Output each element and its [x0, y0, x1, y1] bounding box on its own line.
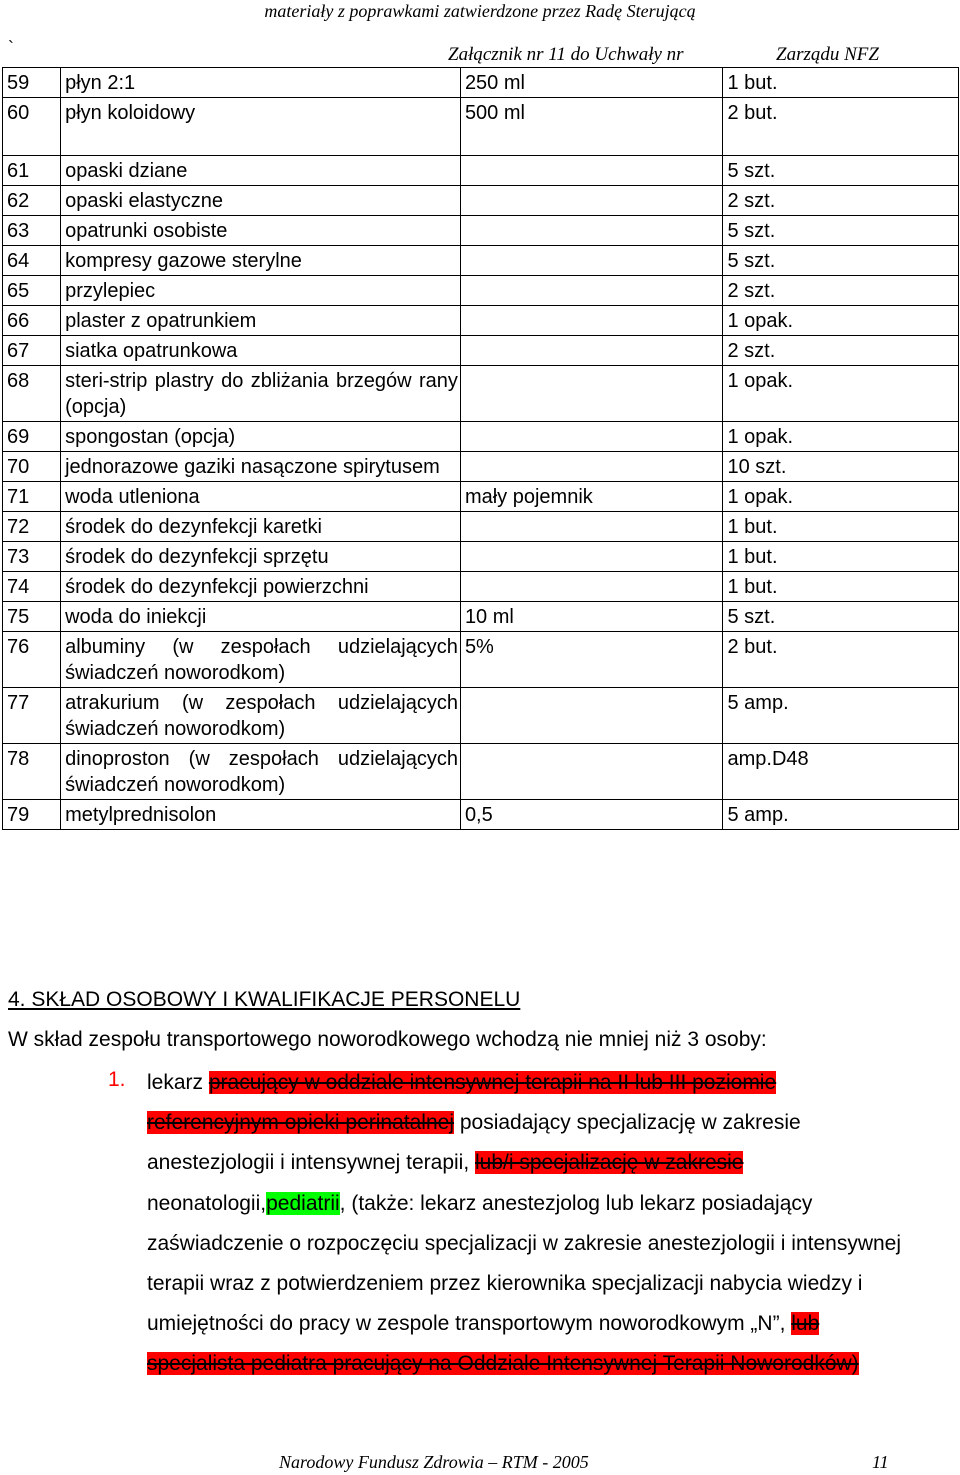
cell-name-text: opatrunki osobiste	[65, 220, 228, 242]
cell-amount-text: 1 opak.	[727, 426, 794, 448]
deleted-text: pracujący w oddziale intensywnej terapii na II lub III poziomie referencyjnym opieki perinatalnej	[147, 1071, 777, 1135]
cell-number	[3, 422, 61, 452]
cell-name-text: plaster z opatrunkiem	[65, 310, 257, 332]
cell-name-text: kompresy gazowe sterylne	[65, 250, 302, 272]
cell-name-text: metylprednisolon	[65, 804, 217, 826]
cell-name	[61, 246, 461, 276]
cell-number	[3, 602, 61, 632]
cell-name	[61, 216, 461, 246]
cell-amount-text: 1 but.	[727, 516, 778, 538]
cell-name-text: płyn koloidowy	[65, 102, 196, 124]
cell-number	[3, 186, 61, 216]
document-header-note: materiały z poprawkami zatwierdzone przez Radę Sterującą	[264, 1, 696, 21]
cell-amount-text: 1 but.	[727, 546, 778, 568]
cell-number	[3, 632, 61, 688]
annex-reference-left: Załącznik nr 11 do Uchwały nr	[448, 44, 684, 65]
section-intro: W skład zespołu transportowego noworodkowego wchodzą nie mniej niż 3 osoby:	[8, 1028, 767, 1051]
cell-name-text: opaski dziane	[65, 160, 188, 182]
cell-quantity	[460, 422, 723, 452]
cell-quantity	[460, 452, 723, 482]
cell-quantity-text: 0,5	[464, 804, 493, 826]
cell-number	[3, 452, 61, 482]
cell-amount-text: 2 szt.	[727, 280, 776, 302]
cell-amount-text: 2 but.	[727, 636, 778, 658]
cell-amount	[723, 800, 959, 830]
cell-amount-text: 1 opak.	[727, 310, 794, 332]
cell-number	[3, 276, 61, 306]
table-row	[3, 366, 959, 422]
cell-quantity	[460, 482, 723, 512]
table-row	[3, 512, 959, 542]
cell-quantity	[460, 632, 723, 688]
cell-name	[61, 800, 461, 830]
list-item-text	[147, 1063, 907, 1385]
cell-number-text: 70	[7, 456, 30, 478]
cell-amount	[723, 452, 959, 482]
deleted-text: lub/i specjalizację w zakresie	[475, 1151, 744, 1175]
cell-quantity	[460, 512, 723, 542]
cell-number-text: 77	[7, 692, 30, 714]
cell-amount-text: 2 szt.	[727, 340, 776, 362]
body-text: , (także: lekarz anestezjolog lub lekarz posiadający zaświadczenie o rozpoczęciu specjalizacji w zakresie anestezjologii i intensywnej terapii wraz z potwierdzeniem przez kierownika specjalizacji nabycia wiedzy i umiejętności do pracy w zespole transportowym noworodkowym „N”,	[147, 1191, 902, 1336]
cell-name	[61, 452, 461, 482]
cell-number-text: 76	[7, 636, 30, 658]
cell-quantity	[460, 216, 723, 246]
cell-quantity	[460, 572, 723, 602]
cell-quantity	[460, 246, 723, 276]
cell-number	[3, 800, 61, 830]
cell-amount	[723, 572, 959, 602]
cell-name-text: środek do dezynfekcji sprzętu	[65, 546, 329, 568]
cell-amount	[723, 216, 959, 246]
cell-quantity-text: 250 ml	[464, 72, 525, 94]
cell-number-text: 60	[7, 102, 30, 124]
cell-number-text: 71	[7, 486, 30, 508]
cell-quantity-text: 5%	[464, 636, 494, 658]
cell-number	[3, 306, 61, 336]
cell-number-text: 62	[7, 190, 30, 212]
cell-amount-text: 1 but.	[727, 72, 778, 94]
cell-amount	[723, 688, 959, 744]
cell-amount	[723, 632, 959, 688]
page-number: 11	[872, 1452, 889, 1472]
annex-reference	[448, 44, 879, 66]
cell-name-text: przylepiec	[65, 280, 156, 302]
section-title: 4. SKŁAD OSOBOWY I KWALIFIKACJE PERSONELU	[8, 988, 521, 1011]
table-row	[3, 68, 959, 98]
cell-name	[61, 542, 461, 572]
cell-amount	[723, 68, 959, 98]
cell-quantity	[460, 602, 723, 632]
cell-number-text: 73	[7, 546, 30, 568]
cell-name-text: środek do dezynfekcji powierzchni	[65, 576, 369, 598]
cell-number	[3, 512, 61, 542]
body-text: posiadający specjalizację w zakresie anestezjologii i intensywnej terapii,	[147, 1111, 801, 1175]
cell-quantity	[460, 68, 723, 98]
cell-amount	[723, 156, 959, 186]
table-row	[3, 246, 959, 276]
cell-number-text: 64	[7, 250, 30, 272]
table-row	[3, 632, 959, 688]
cell-name	[61, 688, 461, 744]
cell-amount-text: 5 amp.	[727, 692, 789, 714]
cell-amount	[723, 744, 959, 800]
cell-amount-text: 5 amp.	[727, 804, 789, 826]
cell-amount	[723, 482, 959, 512]
cell-name	[61, 422, 461, 452]
cell-amount-text: 5 szt.	[727, 220, 776, 242]
cell-number-text: 72	[7, 516, 30, 538]
cell-amount	[723, 98, 959, 156]
table-row	[3, 422, 959, 452]
cell-number-text: 59	[7, 72, 30, 94]
cell-amount-text: 1 but.	[727, 576, 778, 598]
cell-name-text: atrakurium (w zespołach udzielających świadczeń noworodkom)	[65, 692, 458, 740]
cell-name-text: dinoproston (w zespołach udzielających świadczeń noworodkom)	[65, 748, 458, 796]
table-row	[3, 482, 959, 512]
cell-number-text: 79	[7, 804, 30, 826]
cell-number	[3, 336, 61, 366]
cell-name	[61, 98, 461, 156]
cell-quantity	[460, 336, 723, 366]
cell-number-text: 74	[7, 576, 30, 598]
cell-amount-text: 2 szt.	[727, 190, 776, 212]
cell-amount	[723, 306, 959, 336]
cell-amount-text: amp.D48	[727, 748, 809, 770]
cell-quantity	[460, 542, 723, 572]
cell-name-text: steri-strip plastry do zbliżania brzegów rany (opcja)	[65, 370, 458, 418]
cell-amount	[723, 366, 959, 422]
cell-quantity	[460, 156, 723, 186]
stray-character: `	[8, 38, 14, 58]
cell-name-text: siatka opatrunkowa	[65, 340, 238, 362]
cell-amount-text: 5 szt.	[727, 606, 776, 628]
cell-name	[61, 306, 461, 336]
cell-quantity	[460, 98, 723, 156]
cell-number-text: 75	[7, 606, 30, 628]
cell-number-text: 63	[7, 220, 30, 242]
body-text: lekarz	[147, 1071, 209, 1094]
cell-quantity	[460, 366, 723, 422]
cell-quantity	[460, 276, 723, 306]
cell-quantity-text: 10 ml	[464, 606, 514, 628]
equipment-table	[2, 67, 959, 830]
cell-amount-text: 2 but.	[727, 102, 778, 124]
table-row	[3, 800, 959, 830]
cell-number-text: 61	[7, 160, 30, 182]
cell-number-text: 78	[7, 748, 30, 770]
cell-amount	[723, 186, 959, 216]
table-row	[3, 744, 959, 800]
table-row	[3, 156, 959, 186]
cell-name	[61, 512, 461, 542]
annex-reference-right: Zarządu NFZ	[776, 44, 879, 65]
cell-amount-text: 5 szt.	[727, 250, 776, 272]
cell-amount-text: 5 szt.	[727, 160, 776, 182]
cell-name	[61, 68, 461, 98]
cell-name	[61, 366, 461, 422]
cell-amount-text: 1 opak.	[727, 370, 794, 392]
cell-name	[61, 276, 461, 306]
cell-amount-text: 1 opak.	[727, 486, 794, 508]
cell-quantity-text: 500 ml	[464, 102, 525, 124]
cell-amount	[723, 422, 959, 452]
footer-text: Narodowy Fundusz Zdrowia – RTM - 2005	[279, 1452, 589, 1472]
cell-quantity	[460, 744, 723, 800]
cell-number	[3, 744, 61, 800]
cell-quantity	[460, 800, 723, 830]
cell-amount	[723, 602, 959, 632]
cell-number-text: 67	[7, 340, 30, 362]
cell-quantity-text: mały pojemnik	[464, 486, 593, 508]
cell-name	[61, 602, 461, 632]
cell-number-text: 65	[7, 280, 30, 302]
cell-amount	[723, 512, 959, 542]
deleted-text: lub specjalista pediatra pracujący na Oddziale Intensywnej Terapii Noworodków)	[147, 1312, 859, 1376]
cell-number	[3, 482, 61, 512]
cell-quantity	[460, 306, 723, 336]
cell-number	[3, 572, 61, 602]
cell-name	[61, 572, 461, 602]
cell-name-text: środek do dezynfekcji karetki	[65, 516, 322, 538]
table-row	[3, 452, 959, 482]
cell-name	[61, 632, 461, 688]
cell-amount	[723, 276, 959, 306]
cell-amount	[723, 542, 959, 572]
table-row	[3, 216, 959, 246]
cell-name-text: woda utleniona	[65, 486, 200, 508]
cell-name	[61, 336, 461, 366]
cell-name	[61, 482, 461, 512]
cell-name-text: woda do iniekcji	[65, 606, 207, 628]
table-row	[3, 186, 959, 216]
body-text: neonatologii,	[147, 1191, 267, 1215]
cell-quantity	[460, 688, 723, 744]
cell-name-text: albuminy (w zespołach udzielających świadczeń noworodkom)	[65, 636, 458, 684]
cell-name-text: jednorazowe gaziki nasączone spirytusem	[65, 456, 440, 478]
cell-amount	[723, 246, 959, 276]
cell-number	[3, 156, 61, 186]
cell-amount-text: 10 szt.	[727, 456, 787, 478]
cell-name	[61, 744, 461, 800]
cell-name	[61, 186, 461, 216]
table-row	[3, 688, 959, 744]
cell-number	[3, 98, 61, 156]
cell-number-text: 66	[7, 310, 30, 332]
cell-name	[61, 156, 461, 186]
cell-number	[3, 246, 61, 276]
cell-name-text: opaski elastyczne	[65, 190, 223, 212]
table-row	[3, 336, 959, 366]
cell-number	[3, 216, 61, 246]
cell-name-text: płyn 2:1	[65, 72, 136, 94]
cell-number	[3, 688, 61, 744]
table-row	[3, 98, 959, 156]
table-row	[3, 542, 959, 572]
list-item-number: 1.	[108, 1068, 126, 1091]
cell-name-text: spongostan (opcja)	[65, 426, 236, 448]
cell-number	[3, 366, 61, 422]
cell-number	[3, 542, 61, 572]
table-row	[3, 276, 959, 306]
table-row	[3, 306, 959, 336]
cell-quantity	[460, 186, 723, 216]
cell-amount	[723, 336, 959, 366]
table-row	[3, 602, 959, 632]
cell-number-text: 68	[7, 370, 30, 392]
cell-number-text: 69	[7, 426, 30, 448]
cell-number	[3, 68, 61, 98]
table-row	[3, 572, 959, 602]
inserted-text: pediatrii	[266, 1191, 340, 1215]
